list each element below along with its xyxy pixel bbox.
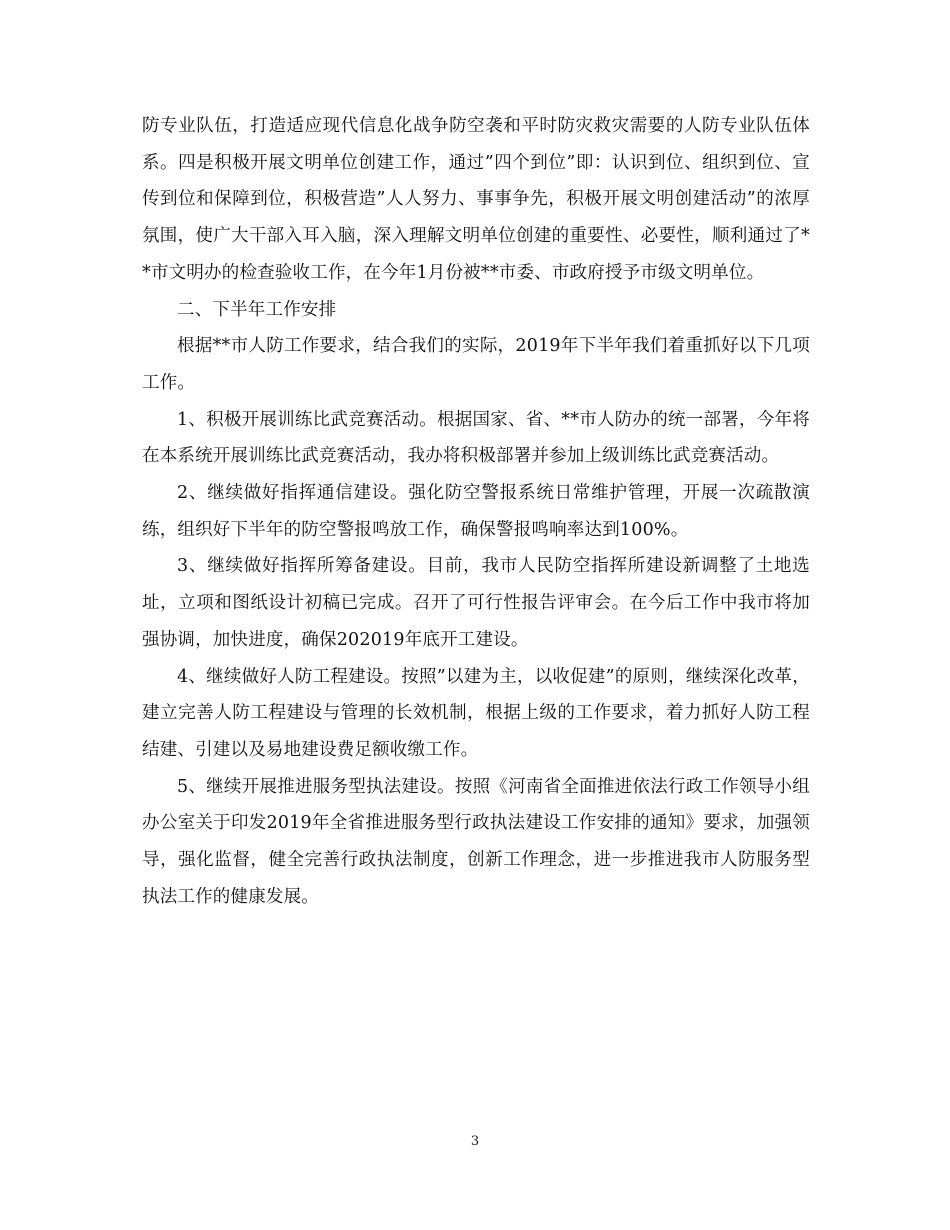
paragraph-continuation: 防专业队伍，打造适应现代信息化战争防空袭和平时防灾救灾需要的人防专业队伍体系。四是积极开展文明单位创建工作，通过”四个到位”即：认识到位、组织到位、宣传到位和保障到位，积极营造”人人努力、事事争先，积极开展文明创建活动”的浓厚氛围，使广大干部入耳入脑，深入理解文明单位创建的重要性、必要性，顺利通过了**市文明办的检查验收工作，在今年1月份被**市委、市政府授予市级文明单位。 bbox=[142, 116, 810, 283]
page-number: 3 bbox=[470, 1134, 480, 1149]
paragraph-item-5: 5、继续开展推进服务型执法建设。按照《河南省全面推进依法行政工作领导小组办公室关于印发2019年全省推进服务型行政执法建设工作安排的通知》要求，加强领导，强化监督，健全完善行政执法制度，创新工作理念，进一步推进我市人防服务型执法工作的健康发展。 bbox=[142, 776, 810, 907]
paragraph-item-2: 2、继续做好指挥通信建设。强化防空警报系统日常维护管理，开展一次疏散演练，组织好下半年的防空警报鸣放工作，确保警报鸣响率达到100%。 bbox=[142, 483, 810, 540]
paragraph-intro: 根据**市人防工作要求，结合我们的实际，2019年下半年我们着重抓好以下几项工作。 bbox=[142, 336, 810, 393]
document-body bbox=[142, 108, 810, 915]
paragraph-item-1: 1、积极开展训练比武竞赛活动。根据国家、省、**市人防办的统一部署，今年将在本系统开展训练比武竞赛活动，我办将积极部署并参加上级训练比武竞赛活动。 bbox=[142, 409, 810, 467]
paragraph-item-3: 3、继续做好指挥所筹备建设。目前，我市人民防空指挥所建设新调整了土地选址，立项和图纸设计初稿已完成。召开了可行性报告评审会。在今后工作中我市将加强协调，加快进度，确保202019年底开工建设。 bbox=[142, 556, 810, 650]
paragraph-item-4: 4、继续做好人防工程建设。按照”以建为主，以收促建”的原则，继续深化改革，建立完善人防工程建设与管理的长效机制，根据上级的工作要求，着力抓好人防工程结建、引建以及易地建设费足额收缴工作。 bbox=[142, 666, 810, 760]
section-heading: 二、下半年工作安排 bbox=[177, 299, 337, 320]
